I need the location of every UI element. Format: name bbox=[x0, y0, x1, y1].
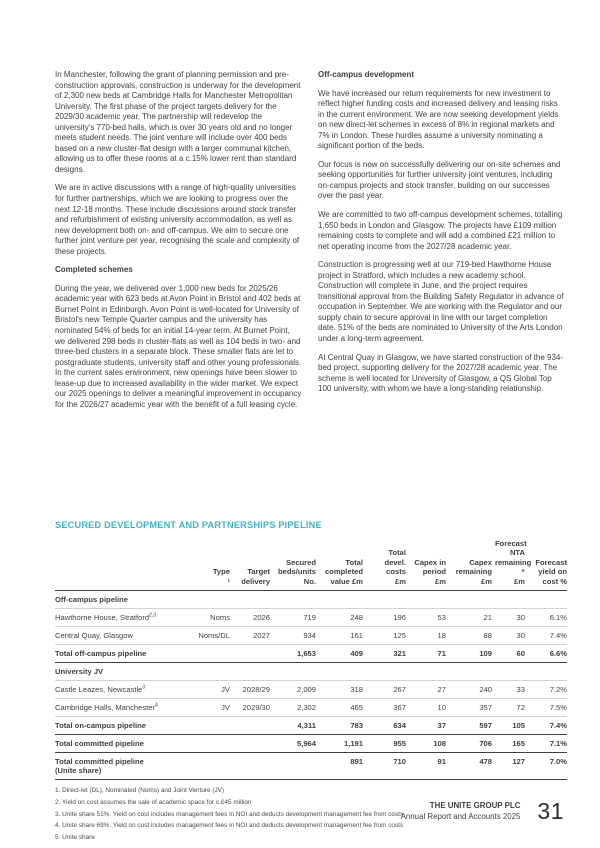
pipeline-section bbox=[55, 520, 566, 846]
table-cell bbox=[230, 717, 270, 735]
table-cell: 71 bbox=[406, 645, 446, 663]
paragraph: 2. Yield on cost assumes the sale of academic space for c.£45 million bbox=[55, 799, 252, 807]
footer-company-name: THE UNITE GROUP PLC bbox=[429, 800, 521, 810]
pipeline-table-title: SECURED DEVELOPMENT AND PARTNERSHIPS PIPELINE bbox=[55, 520, 322, 530]
table-cell: 72 bbox=[492, 699, 525, 717]
page-footer bbox=[401, 798, 564, 825]
row-label: Hawthorne House, Stratford$^{2,3}$ bbox=[55, 609, 195, 627]
table-cell bbox=[230, 645, 270, 663]
column-header bbox=[55, 539, 195, 591]
table-cell: 1,653 bbox=[270, 645, 316, 663]
row-label: Total off-campus pipeline bbox=[55, 645, 195, 663]
row-label-subline: (Unite share) bbox=[55, 766, 102, 776]
column-header: Forecast yield on cost % bbox=[525, 539, 567, 591]
table-section-row bbox=[55, 663, 567, 681]
pipeline-table-header-row bbox=[55, 539, 567, 591]
column-header: Total completed value £m bbox=[316, 539, 363, 591]
table-cell: 409 bbox=[316, 645, 363, 663]
table-cell: 108 bbox=[406, 735, 446, 753]
table-total-row bbox=[55, 735, 567, 753]
table-cell: 706 bbox=[446, 735, 492, 753]
paragraph: In Manchester, following the grant of planning permission and pre-construction approvals, construction is underway for the development of 2,300 new beds at Cambridge Halls for Manchester Metropolitan University. The first phase of the project targets delivery for the 2029/30 academic year. The partnership will redevelop the university's 770-bed halls, which is over 30 years old and no longer meets student needs. The joint venture will include over 400 beds based on a new cluster-flat design with a larger communal kitchen, allowing us to offer these rooms at a c.15% lower rent than standard designs. bbox=[55, 70, 301, 174]
column-header: Capex remaining £m bbox=[446, 539, 492, 591]
table-row bbox=[55, 681, 567, 699]
column-header: Forecast NTA remaining ⁵ £m bbox=[492, 539, 525, 591]
table-cell: 318 bbox=[316, 681, 363, 699]
off-campus-development-heading: Off-campus development bbox=[318, 70, 415, 79]
row-label: Total committed pipeline bbox=[55, 735, 195, 753]
paragraph: 3. Unite share 51%. Yield on cost includes management fees in NOI and deducts development management fee from costs bbox=[55, 810, 404, 818]
table-cell: 127 bbox=[492, 753, 525, 780]
body-columns bbox=[55, 70, 566, 418]
table-cell: 478 bbox=[446, 753, 492, 780]
table-cell: 7.4% bbox=[525, 717, 567, 735]
section-label: University JV bbox=[55, 663, 567, 681]
table-cell: 37 bbox=[406, 717, 446, 735]
row-label: Total on-campus pipeline bbox=[55, 717, 195, 735]
table-cell: Noms bbox=[195, 609, 230, 627]
table-cell: 91 bbox=[406, 753, 446, 780]
table-cell: Noms/DL bbox=[195, 627, 230, 645]
table-cell: 7.5% bbox=[525, 699, 567, 717]
left-column bbox=[55, 70, 302, 418]
table-cell: 30 bbox=[492, 627, 525, 645]
right-paragraphs bbox=[318, 89, 565, 395]
table-cell: 2029/30 bbox=[230, 699, 270, 717]
table-cell: 53 bbox=[406, 609, 446, 627]
table-cell: 165 bbox=[492, 735, 525, 753]
table-row bbox=[55, 699, 567, 717]
paragraph: Our focus is now on successfully delivering our on-site schemes and seeking opportunities for further university joint ventures, including on-campus projects and stock transfer, building on our successes over the past year. bbox=[318, 159, 561, 201]
table-cell bbox=[195, 753, 230, 780]
table-cell: 7.0% bbox=[525, 753, 567, 780]
table-cell: 597 bbox=[446, 717, 492, 735]
footnote-marker: 2,3 bbox=[149, 612, 157, 619]
table-cell bbox=[195, 645, 230, 663]
table-cell: 783 bbox=[316, 717, 363, 735]
table-cell: 7.4% bbox=[525, 627, 567, 645]
table-cell bbox=[195, 717, 230, 735]
column-header: Capex in period £m bbox=[406, 539, 446, 591]
row-label: Castle Leazes, Newcastle$^3$ bbox=[55, 681, 195, 699]
footnote-marker: 3 bbox=[142, 684, 146, 691]
table-cell: JV bbox=[195, 699, 230, 717]
paragraph: We are in active discussions with a range of high-quality universities for further partnerships, which we are looking to progress over the next 12-18 months. These include discussions around stock transfer and refurbishment of existing university accommodation, as well as new development both on- and off-campus. We aim to secure one further joint venture per year, recognising the scale and complexity of these projects. bbox=[55, 183, 300, 256]
table-cell: 6.1% bbox=[525, 609, 567, 627]
table-cell: 719 bbox=[270, 609, 316, 627]
column-header: Secured beds/units No. bbox=[270, 539, 316, 591]
paragraph: 4. Unite share 69%. Yield on cost includes management fees in NOI and deducts development management fee from costs bbox=[55, 822, 404, 830]
table-total-row bbox=[55, 753, 567, 780]
table-cell: 18 bbox=[406, 627, 446, 645]
table-row bbox=[55, 627, 567, 645]
table-cell: 105 bbox=[492, 717, 525, 735]
row-label: Total committed pipeline (Unite share) bbox=[55, 753, 195, 780]
table-cell: 710 bbox=[363, 753, 406, 780]
table-cell: 1,191 bbox=[316, 735, 363, 753]
table-cell: 240 bbox=[446, 681, 492, 699]
row-label: Cambridge Halls, Manchester$^4$ bbox=[55, 699, 195, 717]
table-cell: 248 bbox=[316, 609, 363, 627]
table-cell: 10 bbox=[406, 699, 446, 717]
paragraph: We are committed to two off-campus development schemes, totalling 1,650 beds in London and Glasgow. The projects have £109 million remaining costs to complete and will add a combined £21 million to net operating income from the 2027/28 academic year. bbox=[318, 210, 563, 251]
table-section-row bbox=[55, 591, 567, 609]
table-cell: 955 bbox=[363, 735, 406, 753]
right-column bbox=[318, 70, 565, 418]
left-paragraphs bbox=[55, 70, 302, 257]
paragraph: At Central Quay in Glasgow, we have started construction of the 934-bed project, supporting delivery for the 2027/28 academic year. The scheme is well located for University of Glasgow, a QS Global Top 100 university, with whom we have a long-standing relationship. bbox=[318, 352, 564, 394]
table-cell bbox=[230, 735, 270, 753]
section-label: Off-campus pipeline bbox=[55, 591, 567, 609]
table-cell: 465 bbox=[316, 699, 363, 717]
table-cell: 2026 bbox=[230, 609, 270, 627]
table-cell: 634 bbox=[363, 717, 406, 735]
table-cell: 2028/29 bbox=[230, 681, 270, 699]
table-cell: 33 bbox=[492, 681, 525, 699]
table-row bbox=[55, 609, 567, 627]
footer-report-title: Annual Report and Accounts 2025 bbox=[400, 811, 521, 821]
table-cell: 2,009 bbox=[270, 681, 316, 699]
table-total-row bbox=[55, 645, 567, 663]
paragraph: We have increased our return requirements for new investment to reflect higher funding costs and increased delivery and leasing risks in the current environment. We are now seeking development yields on new direct-let schemes in excess of 8% in regional markets and 7% in London. These hurdles assume a university nominating a significant portion of the beds. bbox=[318, 88, 559, 151]
table-cell: 934 bbox=[270, 627, 316, 645]
table-cell: 2,302 bbox=[270, 699, 316, 717]
column-header: Total devel. costs £m bbox=[363, 539, 406, 591]
completed-schemes-heading: Completed schemes bbox=[55, 265, 133, 275]
table-cell: 4,311 bbox=[270, 717, 316, 735]
completed-schemes-paragraph: During the year, we delivered over 1,000 new beds for 2025/26 academic year with 623 beds at Avon Point in Bristol and 402 beds at Burnet Point in Edinburgh. Avon Point is well-located for University of Bristol's new Temple Quarter campus and the university has nominated 54% of beds for an initial 14-year term. At Burnet Point, we delivered 298 beds in cluster-flats as well as 104 beds in two- and three-bed clusters in a separate block. These smaller flats are let to postgraduate students, university staff and other young professionals. In the current sales environment, new openings have been slower to lease-up due to increased availability in the wider market. We expect our 2025 openings to deliver a meaningful improvement in occupancy for the 2026/27 academic year with the benefit of a full leasing cycle. bbox=[55, 283, 302, 409]
table-cell: 109 bbox=[446, 645, 492, 663]
table-cell: 891 bbox=[316, 753, 363, 780]
table-cell bbox=[230, 753, 270, 780]
table-cell: 367 bbox=[363, 699, 406, 717]
table-cell: 7.1% bbox=[525, 735, 567, 753]
column-header: Target delivery bbox=[230, 539, 270, 591]
table-cell: 125 bbox=[363, 627, 406, 645]
table-cell: 27 bbox=[406, 681, 446, 699]
table-cell: 196 bbox=[363, 609, 406, 627]
row-label: Central Quay, Glasgow bbox=[55, 627, 195, 645]
table-cell: 7.2% bbox=[525, 681, 567, 699]
footnote-marker: 4 bbox=[155, 702, 158, 709]
column-header: Type ¹ bbox=[195, 539, 230, 591]
pipeline-table-body bbox=[55, 591, 567, 780]
footer-text-block bbox=[401, 801, 521, 822]
table-cell: 60 bbox=[492, 645, 525, 663]
paragraph: Construction is progressing well at our 719-bed Hawthorne House project in Stratford, which includes a new academy school. Construction will complete in June, and the project requires transitional approval from the Building Safety Regulator in advance of occupation in September. We are working with the Regulator and our supply chain to secure approval in line with our target completion date. 51% of the beds are nominated to University of the Arts London under a long-term agreement. bbox=[318, 260, 564, 344]
table-cell: 2027 bbox=[230, 627, 270, 645]
paragraph: 5. Unite share bbox=[55, 833, 95, 841]
table-cell bbox=[195, 735, 230, 753]
page-number: 31 bbox=[537, 798, 564, 824]
table-cell: JV bbox=[195, 681, 230, 699]
table-cell: 6.6% bbox=[525, 645, 567, 663]
table-cell: 267 bbox=[363, 681, 406, 699]
table-cell: 30 bbox=[492, 609, 525, 627]
table-cell: 5,964 bbox=[270, 735, 316, 753]
pipeline-table bbox=[55, 539, 567, 780]
table-cell: 161 bbox=[316, 627, 363, 645]
paragraph: 1. Direct-let (DL), Nominated (Noms) and Joint Venture (JV) bbox=[55, 787, 225, 795]
table-total-row bbox=[55, 717, 567, 735]
table-cell: 21 bbox=[446, 609, 492, 627]
table-cell: 321 bbox=[363, 645, 406, 663]
table-cell: 357 bbox=[446, 699, 492, 717]
table-cell bbox=[270, 753, 316, 780]
table-cell: 88 bbox=[446, 627, 492, 645]
